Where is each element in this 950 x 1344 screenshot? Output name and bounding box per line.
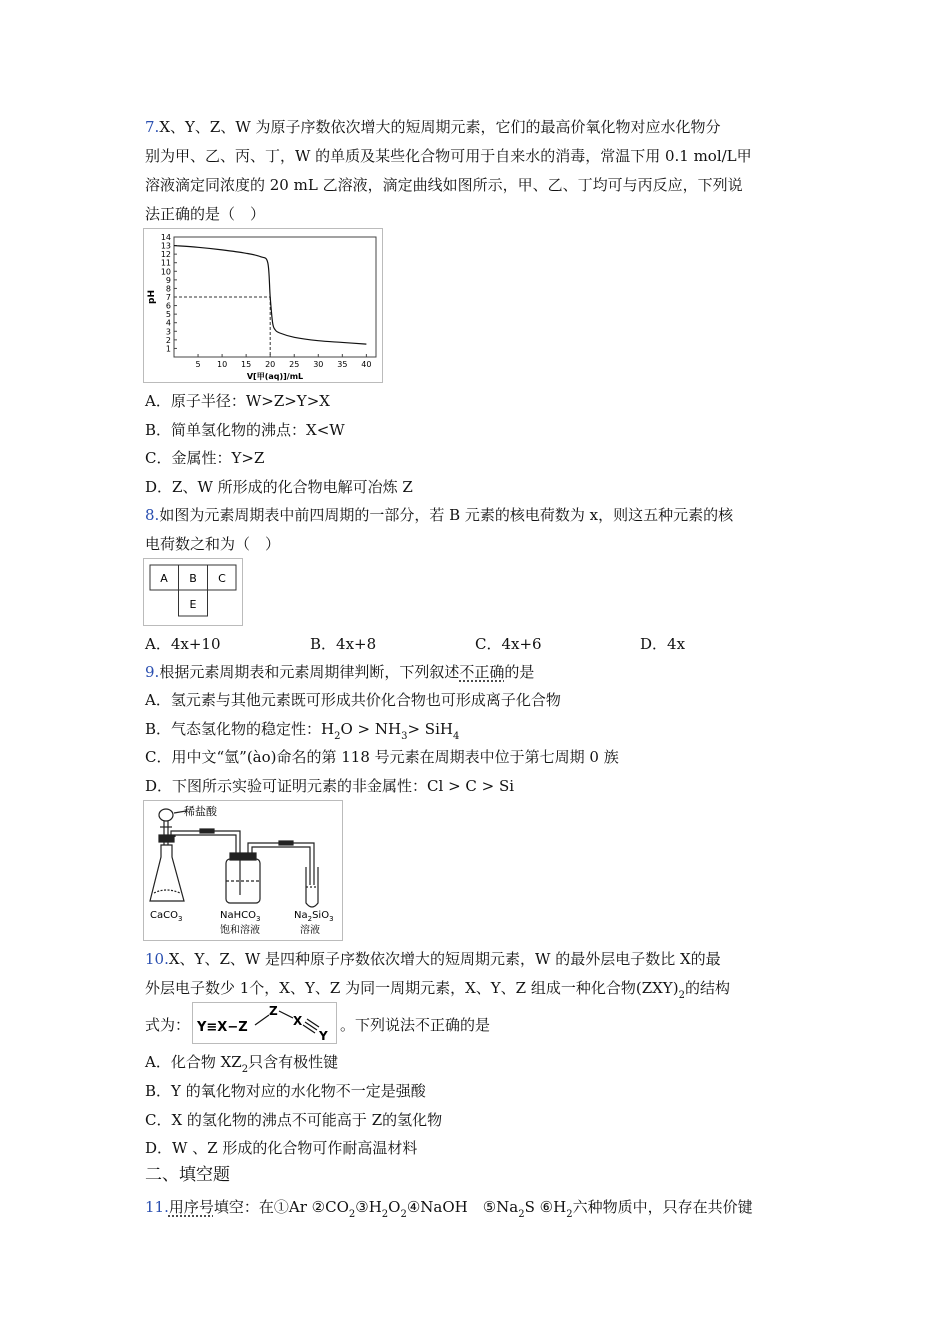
cell-e: E (189, 598, 197, 611)
q9-stem (145, 662, 534, 682)
x-axis-label: V[甲(aq)]/mL (246, 372, 304, 381)
y-tick-label: 13 (160, 241, 171, 251)
q10-line-2 (145, 978, 730, 1001)
y-tick-label: 2 (165, 335, 171, 345)
structure-svg (193, 1003, 336, 1043)
structure-z: Z (269, 1004, 278, 1018)
q7-option-a: A．原子半径：W>Z>Y>X (145, 392, 330, 410)
q10-option-d: D．W 、Z 形成的化合物可作耐高温材料 (145, 1139, 418, 1157)
q11-number: 11. (145, 1198, 169, 1216)
y-tick-label: 4 (165, 318, 171, 328)
q7-number: 7. (145, 118, 160, 136)
q9-stem-emphasis: 不正确 (459, 663, 505, 681)
x-tick-label: 40 (361, 360, 372, 369)
structure-formula (192, 1002, 337, 1044)
acid-label: 稀盐酸 (184, 805, 217, 818)
q8-options (145, 634, 805, 654)
q10-stem-2a: 外层电子数少 1个，X、Y、Z 为同一周期元素，X、Y、Z 组成一种化合物(ZXY) (145, 979, 679, 997)
subscript: 4 (452, 731, 460, 742)
q11-part-f: 六种物质中，只存在共价键 (572, 1198, 753, 1216)
flask2-label: NaHCO$_3$ (220, 910, 261, 923)
subscript: 3 (401, 731, 408, 742)
structure-left: Y≡X−Z (197, 1020, 248, 1035)
x-tick-label: 30 (313, 360, 324, 369)
q8-option-a: A．4x+10 (145, 635, 221, 653)
q9-stem-a: 根据元素周期表和元素周期律判断，下列叙述 (159, 663, 460, 681)
cell-a: A (160, 572, 168, 585)
q11-line-1 (145, 1197, 753, 1220)
q10-stem-2b: 的结构 (684, 979, 730, 997)
apparatus-figure (143, 800, 343, 941)
q10-line-1 (145, 949, 721, 969)
q8-option-c: C．4x+6 (475, 635, 542, 653)
q9-option-b (145, 719, 459, 742)
y-tick-label: 12 (160, 250, 171, 260)
titration-chart-svg (144, 229, 382, 382)
tube3-label: $Na_2SiO_3$ (294, 910, 334, 923)
x-tick-label: 20 (265, 360, 276, 369)
q7-line-4: 法正确的是（ ） (145, 205, 266, 223)
q10-line-3b: 。下列说法不正确的是 (340, 1016, 491, 1034)
subscript: 2 (400, 1209, 407, 1220)
q9-option-b-part-2: O > NH (340, 720, 402, 738)
q8-line-1 (145, 505, 733, 525)
section-heading: 二、填空题 (145, 1165, 230, 1185)
y-tick-label: 11 (160, 258, 171, 268)
y-tick-label: 9 (165, 275, 171, 285)
q7-option-b: B．简单氢化物的沸点：X<W (145, 421, 345, 439)
structure-x: X (293, 1014, 303, 1028)
q10-number: 10. (145, 950, 169, 968)
y-tick-label: 3 (165, 327, 171, 337)
subscript: 2 (348, 1209, 356, 1220)
q10-line-3a: 式为： (145, 1016, 191, 1034)
x-tick-label: 35 (337, 360, 348, 369)
q7-option-d: D．Z、W 所形成的化合物电解可冶炼 Z (145, 478, 413, 496)
q7-line-3: 溶液滴定同浓度的 20 mL 乙溶液，滴定曲线如图所示，甲、乙、丁均可与丙反应，下列说 (145, 176, 743, 194)
x-tick-label: 25 (289, 360, 300, 369)
q11-part-d: ④NaOH ⑤Na (406, 1198, 519, 1216)
q11-part-b: ③H (355, 1198, 382, 1216)
q8-number: 8. (145, 506, 160, 524)
q7-stem-1: X、Y、Z、W 为原子序数依次增大的短周期元素，它们的最高价氧化物对应水化物分 (159, 118, 721, 136)
subscript: 2 (381, 1209, 389, 1220)
q11-part-a: 填空：在①Ar ②CO (213, 1198, 349, 1216)
cell-b: B (189, 572, 197, 585)
q9-option-b-part-3: > SiH (407, 720, 453, 738)
q10-option-a-part-2: 只含有极性键 (248, 1053, 339, 1071)
cell-c: C (218, 572, 226, 585)
q11-part-e: S ⑥H (524, 1198, 567, 1216)
x-tick-label: 15 (241, 360, 252, 369)
subscript: 2 (566, 1209, 573, 1220)
q9-stem-b: 的是 (504, 663, 535, 681)
y-tick-label: 1 (165, 344, 171, 354)
flask2-label-b: 饱和溶液 (220, 925, 260, 936)
subscript: 2 (518, 1209, 525, 1220)
q10-option-a (145, 1052, 338, 1075)
q9-number: 9. (145, 663, 160, 681)
y-tick-label: 8 (165, 284, 171, 294)
x-tick-label: 5 (195, 360, 201, 369)
subscript: 2 (334, 731, 341, 742)
titration-chart (143, 228, 383, 383)
y-tick-label: 10 (160, 267, 171, 277)
y-tick-label: 7 (165, 293, 171, 302)
q10-option-a-part-1: A．化合物 XZ (145, 1053, 242, 1071)
q11-part-c: O (388, 1198, 401, 1216)
periodic-table-fragment (143, 558, 243, 626)
q7-line-2: 别为甲、乙、丙、丁，W 的单质及某些化合物可用于自来水的消毒，常温下用 0.1 mol/L甲 (145, 147, 752, 165)
q7-option-c: C．金属性：Y>Z (145, 449, 265, 467)
apparatus-svg (144, 801, 342, 940)
subscript: 2 (678, 990, 685, 1001)
y-tick-label: 14 (160, 233, 171, 242)
q9-option-b-part-1: B．气态氢化物的稳定性：H (145, 720, 335, 738)
q10-option-b: B．Y 的氧化物对应的水化物不一定是强酸 (145, 1082, 426, 1100)
subscript: 2 (241, 1064, 249, 1075)
y-tick-label: 5 (165, 310, 171, 320)
q7-line-1 (145, 117, 721, 137)
periodic-table-svg (144, 559, 242, 625)
q9-option-a: A．氢元素与其他元素既可形成共价化合物也可形成离子化合物 (145, 691, 561, 709)
q10-option-c: C．X 的氢化物的沸点不可能高于 Z的氢化物 (145, 1111, 443, 1129)
q8-option-b: B．4x+8 (310, 635, 377, 653)
y-tick-label: 6 (165, 301, 171, 311)
y-axis-label: pH (147, 290, 157, 304)
x-tick-label: 10 (217, 360, 228, 369)
q10-stem-1: X、Y、Z、W 是四种原子序数依次增大的短周期元素，W 的最外层电子数比 X的最 (168, 950, 721, 968)
tube3-label-b: 溶液 (300, 925, 320, 936)
q8-stem-1: 如图为元素周期表中前四周期的一部分，若 B 元素的核电荷数为 x，则这五种元素的核 (159, 506, 734, 524)
q8-option-d: D．4x (640, 635, 686, 653)
q11-emphasis: 用序号 (168, 1198, 214, 1216)
q9-option-d: D．下图所示实验可证明元素的非金属性：Cl > C > Si (145, 777, 515, 795)
structure-y: Y (319, 1029, 328, 1043)
flask1-label: CaCO$_3$ (150, 910, 183, 923)
q9-option-c: C．用中文“氫”(ào)命名的第 118 号元素在周期表中位于第七周期 0 族 (145, 748, 619, 766)
q8-line-2: 电荷数之和为（ ） (145, 535, 281, 553)
